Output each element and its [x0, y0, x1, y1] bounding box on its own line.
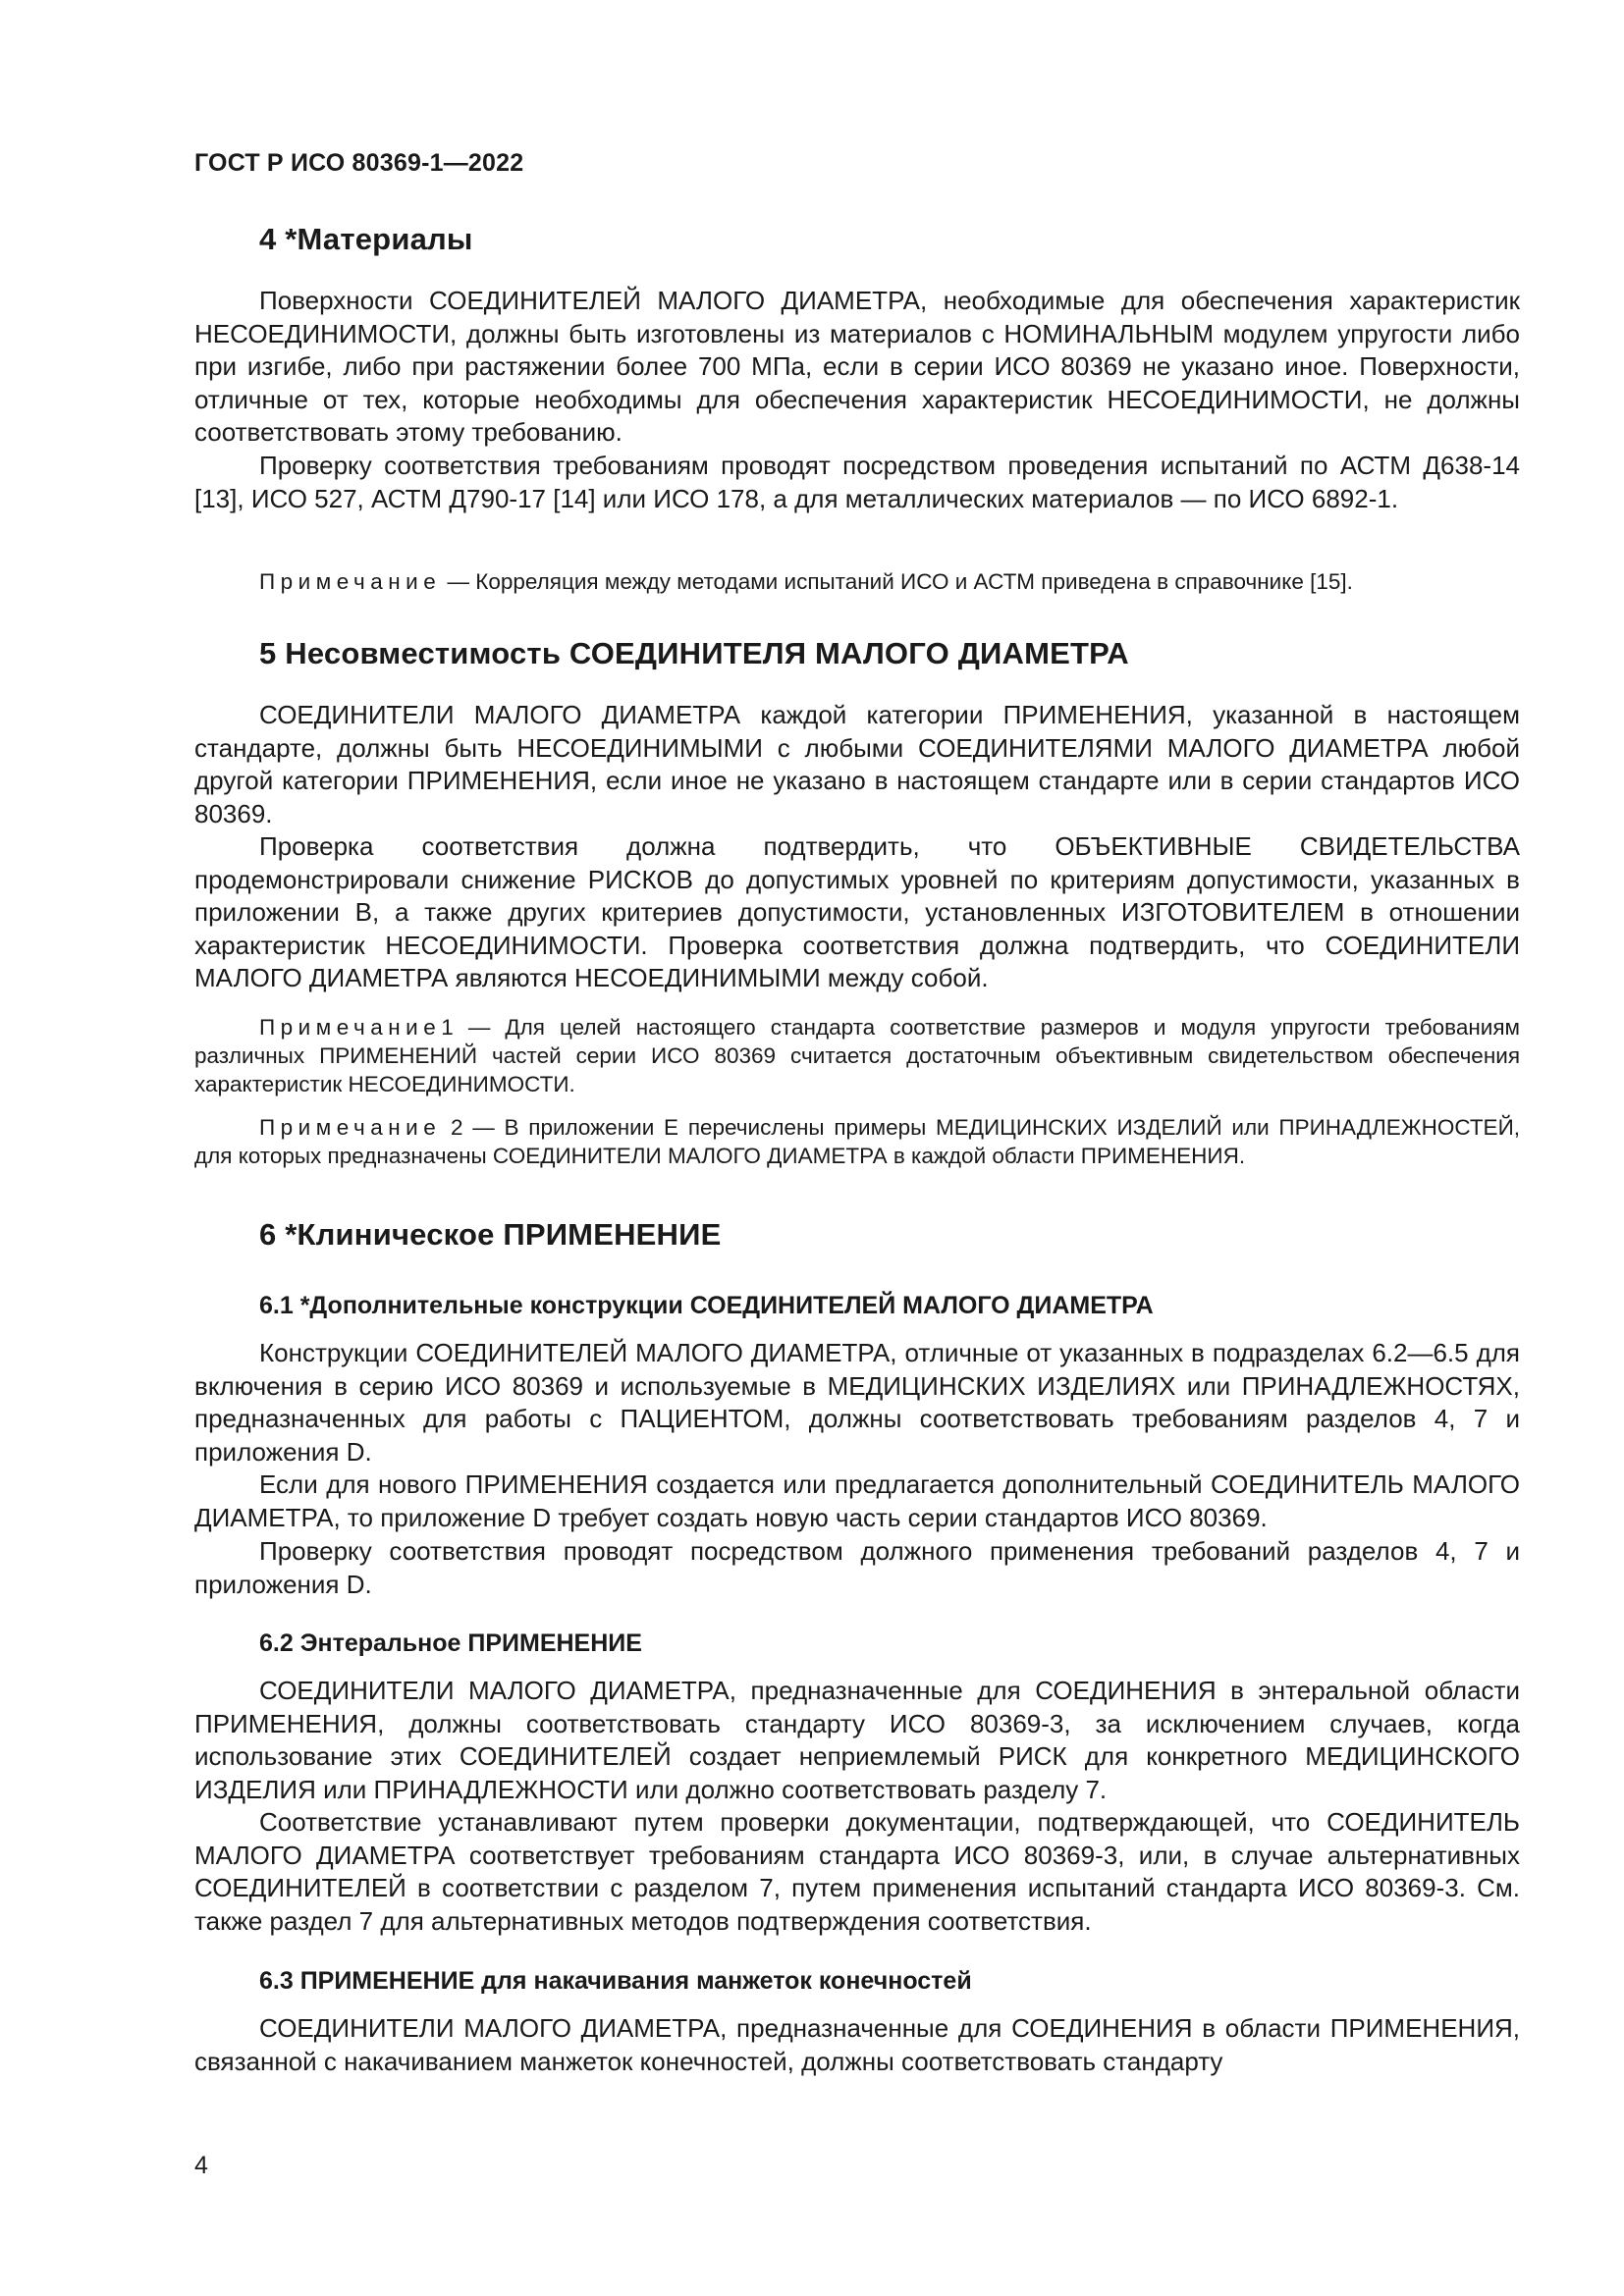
page-number: 4: [194, 2152, 208, 2179]
note-label: Примечание: [259, 569, 442, 594]
document-header: ГОСТ Р ИСО 80369-1—2022: [194, 149, 524, 177]
section-4-paragraph-2: Проверку соответствия требованиям проводят посредством проведения испытаний по АСТМ Д638-14 [13], ИСО 527, АСТМ Д790-17 [14] или ИСО 178, а для металлических материалов — по ИСО 6892-1.: [194, 451, 1520, 513]
section-6-3-paragraph-1: СОЕДИНИТЕЛИ МАЛОГО ДИАМЕТРА, предназначенные для СОЕДИНЕНИЯ в области ПРИМЕНЕНИЯ, связанной с накачиванием манжеток конечностей, должны соответствовать стандарту: [194, 2013, 1520, 2076]
section-6-1-paragraph-1: Конструкции СОЕДИНИТЕЛЕЙ МАЛОГО ДИАМЕТРА, отличные от указанных в подразделах 6.2—6.5 для включения в серию ИСО 80369 и используемые в МЕДИЦИНСКИХ ИЗДЕЛИЯХ или ПРИНАДЛЕЖНОСТЯХ, предназначенных для работы с ПАЦИЕНТОМ, должны соответствовать требованиям разделов 4, 7 и приложения D.: [194, 1338, 1520, 1467]
section-4-title: 4 *Материалы: [259, 222, 473, 256]
section-4-paragraph-1: Поверхности СОЕДИНИТЕЛЕЙ МАЛОГО ДИАМЕТРА, необходимые для обеспечения характеристик НЕСОЕДИНИМОСТИ, должны быть изготовлены из материалов с НОМИНАЛЬНЫМ модулем упругости либо при изгибе, либо при растяжении более 700 МПа, если в серии ИСО 80369 не указано иное. Поверхности, отличные от тех, которые необходимы для обеспечения характеристик НЕСОЕДИНИМОСТИ, не должны соответствовать этому требованию.: [194, 286, 1520, 447]
note-label: Примечание: [259, 1115, 442, 1140]
note-text: 2 — В приложении Е перечислены примеры МЕДИЦИНСКИХ ИЗДЕЛИЙ или ПРИНАДЛЕЖНОСТЕЙ, для которых предназначены СОЕДИНИТЕЛИ МАЛОГО ДИАМЕТРА в каждой области ПРИМЕНЕНИЯ.: [194, 1115, 1520, 1168]
section-6-2-paragraph-1: СОЕДИНИТЕЛИ МАЛОГО ДИАМЕТРА, предназначенные для СОЕДИНЕНИЯ в энтеральной области ПРИМЕНЕНИЯ, должны соответствовать стандарту ИСО 80369-3, за исключением случаев, когда использование этих СОЕДИНИТЕЛЕЙ создает неприемлемый РИСК для конкретного МЕДИЦИНСКОГО ИЗДЕЛИЯ или ПРИНАДЛЕЖНОСТИ или должно соответствовать разделу 7.: [194, 1676, 1520, 1804]
section-6-2-title: 6.2 Энтеральное ПРИМЕНЕНИЕ: [259, 1629, 642, 1657]
section-5-note-1: [194, 1013, 1520, 1098]
section-5-paragraph-1: СОЕДИНИТЕЛИ МАЛОГО ДИАМЕТРА каждой категории ПРИМЕНЕНИЯ, указанной в настоящем стандарте, должны быть НЕСОЕДИНИМЫМИ с любыми СОЕДИНИТЕЛЯМИ МАЛОГО ДИАМЕТРА любой другой категории ПРИМЕНЕНИЯ, если иное не указано в настоящем стандарте или в серии стандартов ИСО 80369.: [194, 700, 1520, 828]
section-5-title: 5 Несовместимость СОЕДИНИТЕЛЯ МАЛОГО ДИАМЕТРА: [259, 636, 1129, 670]
section-6-1-paragraph-2: Если для нового ПРИМЕНЕНИЯ создается или предлагается дополнительный СОЕДИНИТЕЛЬ МАЛОГО ДИАМЕТРА, то приложение D требует создать новую часть серии стандартов ИСО 80369.: [194, 1469, 1520, 1532]
section-6-1-paragraph-3: Проверку соответствия проводят посредством должного применения требований разделов 4, 7 и приложения D.: [194, 1536, 1520, 1599]
section-6-3-title: 6.3 ПРИМЕНЕНИЕ для накачивания манжеток конечностей: [259, 1967, 972, 1995]
section-4-note: [194, 567, 1520, 596]
section-5-paragraph-2: Проверка соответствия должна подтвердить, что ОБЪЕКТИВНЫЕ СВИДЕТЕЛЬСТВА продемонстрировали снижение РИСКОВ до допустимых уровней по критериям допустимости, указанных в приложении В, а также других критериев допустимости, установленных ИЗГОТОВИТЕЛЕМ в отношении характеристик НЕСОЕДИНИМОСТИ. Проверка соответствия должна подтвердить, что СОЕДИНИТЕЛИ МАЛОГО ДИАМЕТРА являются НЕСОЕДИНИМЫМИ между собой.: [194, 831, 1520, 992]
section-6-1-title: 6.1 *Дополнительные конструкции СОЕДИНИТЕЛЕЙ МАЛОГО ДИАМЕТРА: [259, 1292, 1154, 1319]
note-label: Примечание: [259, 1015, 442, 1040]
section-6-title: 6 *Клиническое ПРИМЕНЕНИЕ: [259, 1217, 722, 1252]
section-6-2-paragraph-2: Соответствие устанавливают путем проверки документации, подтверждающей, что СОЕДИНИТЕЛЬ МАЛОГО ДИАМЕТРА соответствует требованиям стандарта ИСО 80369-3, или, в случае альтернативных СОЕДИНИТЕЛЕЙ в соответствии с разделом 7, путем применения испытаний стандарта ИСО 80369-3. См. также раздел 7 для альтернативных методов подтверждения соответствия.: [194, 1807, 1520, 1936]
section-5-note-2: [194, 1113, 1520, 1170]
note-text: 1 — Для целей настоящего стандарта соответствие размеров и модуля упругости требованиям различных ПРИМЕНЕНИЙ частей серии ИСО 80369 считается достаточным объективным свидетельством обеспечения характеристик НЕСОЕДИНИМОСТИ.: [194, 1015, 1520, 1096]
note-text: — Корреляция между методами испытаний ИСО и АСТМ приведена в справочнике [15].: [441, 569, 1353, 594]
